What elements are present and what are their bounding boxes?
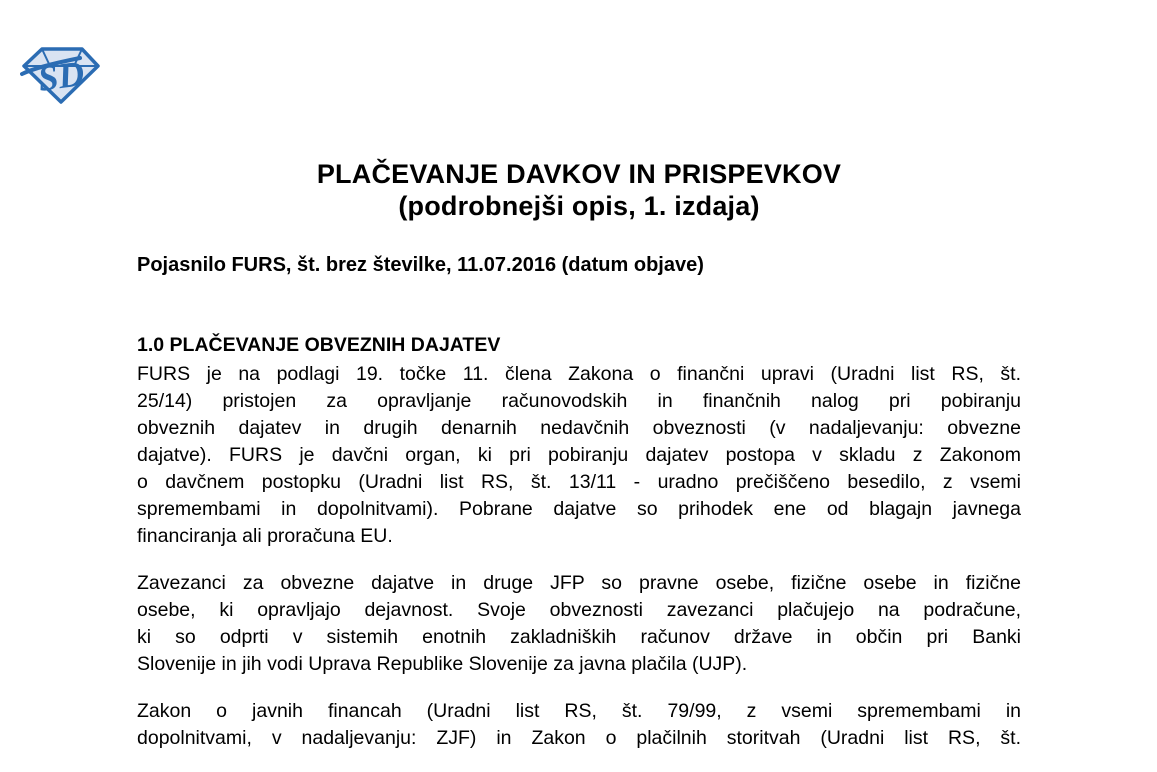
document-title — [137, 158, 1021, 222]
text-line: Zavezanci za obvezne dajatve in druge JFP so pravne osebe, fizične osebe in fizične — [137, 572, 1021, 594]
text-line: Zakon o javnih financah (Uradni list RS, št. 79/99, z vsemi spremembami in — [137, 700, 1021, 722]
paragraph — [137, 361, 1021, 550]
paragraph — [137, 698, 1021, 752]
reference-line: Pojasnilo FURS, št. brez številke, 11.07.2016 (datum objave) — [137, 254, 704, 276]
text-line: spremembami in dopolnitvami). Pobrane dajatve so prihodek ene od blagajn javnega — [137, 498, 1021, 520]
section-heading: 1.0 PLAČEVANJE OBVEZNIH DAJATEV — [137, 334, 501, 356]
title-line-1: PLAČEVANJE DAVKOV IN PRISPEVKOV — [316, 159, 842, 189]
text-line: financiranja ali proračuna EU. — [137, 525, 393, 547]
text-line: dajatve). FURS je davčni organ, ki pri pobiranju dajatev postopa v skladu z Zakonom — [137, 444, 1021, 466]
text-line: ki so odprti v sistemih enotnih zakladniških računov države in občin pri Banki — [137, 626, 1021, 648]
text-line: 25/14) pristojen za opravljanje računovodskih in finančnih nalog pri pobiranju — [137, 390, 1021, 412]
text-line: obveznih dajatev in drugih denarnih nedavčnih obveznosti (v nadaljevanju: obvezne — [137, 417, 1021, 439]
text-line: FURS je na podlagi 19. točke 11. člena Zakona o finančni upravi (Uradni list RS, št. — [137, 363, 1021, 385]
sd-diamond-logo — [20, 44, 102, 106]
paragraph — [137, 570, 1021, 678]
title-line-2: (podrobnejši opis, 1. izdaja) — [398, 191, 760, 221]
logo-monogram: SD — [35, 52, 87, 99]
text-line: osebe, ki opravljajo dejavnost. Svoje obveznosti zavezanci plačujejo na podračune, — [137, 599, 1021, 621]
body-text — [137, 361, 1021, 772]
text-line: o davčnem postopku (Uradni list RS, št. 13/11 - uradno prečiščeno besedilo, z vsemi — [137, 471, 1021, 493]
text-line: Slovenije in jih vodi Uprava Republike Slovenije za javna plačila (UJP). — [137, 653, 748, 675]
text-line: dopolnitvami, v nadaljevanju: ZJF) in Zakon o plačilnih storitvah (Uradni list RS, št. — [137, 727, 1021, 749]
